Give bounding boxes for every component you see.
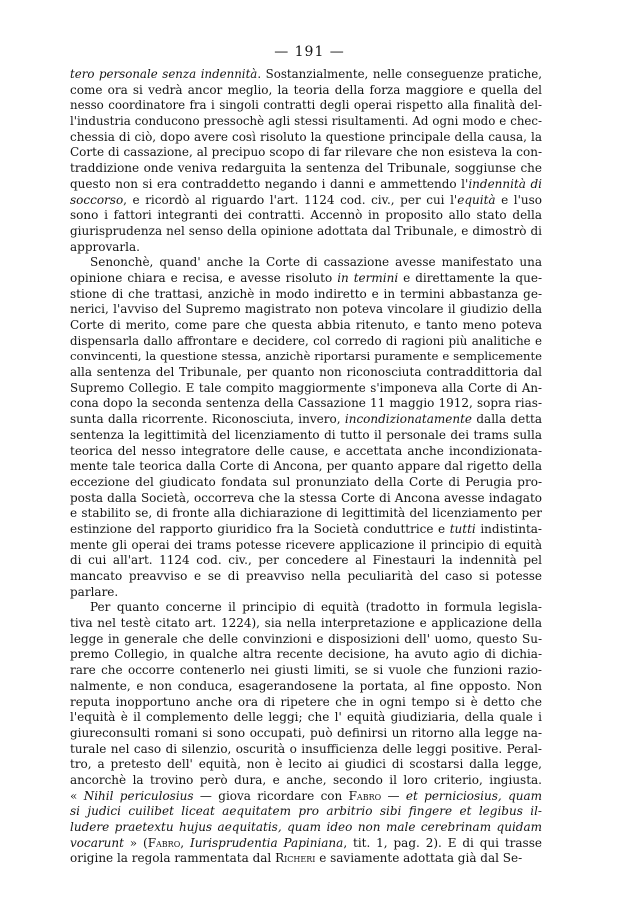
- italic-text: si judici cuilibet liceat aequitatem pro arbitrio sibi fingere et legibus il-: [70, 804, 542, 819]
- text-segment: nalmente, e non conduca, esagerandosene la portata, al fine opposto. Non: [70, 678, 542, 693]
- text-line: [70, 208, 542, 224]
- text-segment: e saviamente adottata già dal Se-: [315, 851, 523, 866]
- text-segment: estinzione del rapporto giuridico fra la Società conduttrice e: [70, 521, 450, 536]
- text-segment: nerici, l'avviso del Supremo magistrato non poteva vincolare il giudizio della: [70, 302, 542, 317]
- text-line: [70, 600, 542, 616]
- text-segment: sunta dalla ricorrente. Riconosciuta, invero,: [70, 412, 345, 427]
- italic-text: ludere praetextu hujus aequitatis, quam ideo non male cerebrinam quidam: [70, 820, 542, 834]
- text-line: [70, 67, 542, 83]
- text-line: [70, 506, 542, 522]
- text-segment: giurisprudenza nel senso della opinione adottata dal Tribunale, e dimostrò di: [70, 223, 542, 238]
- text-segment: . Sostanzialmente, nelle conseguenze pratiche,: [257, 67, 542, 81]
- text-line: [70, 742, 542, 758]
- text-segment: mente tale teorica dalla Corte di Ancona, per quanto appare dal rigetto della: [70, 459, 542, 474]
- text-line: [70, 365, 542, 381]
- text-segment: ancorchè la trovino però dura, e anche, secondo il loro criterio, ingiusta.: [70, 772, 542, 787]
- italic-text: tero personale senza indennità: [70, 67, 258, 81]
- text-line: [70, 475, 542, 491]
- italic-text: tutti: [449, 521, 476, 536]
- text-line: [70, 553, 542, 569]
- italic-text: vocarunt: [70, 835, 124, 850]
- text-segment: rare che occorre contenerlo nei giusti limiti, se si vuole che funzioni razio-: [70, 663, 542, 678]
- text-line: [70, 444, 542, 460]
- text-segment: chessia di ciò, dopo avere così risoluto la questione principale della causa, la: [70, 129, 542, 144]
- text-segment: » (: [123, 835, 148, 850]
- text-segment: reputa inopportuno anche ora di ripetere che in ogni tempo si è detto che: [70, 694, 542, 709]
- text-line: [70, 695, 542, 711]
- text-line: [70, 412, 542, 428]
- page-number: — 191 —: [274, 44, 345, 60]
- text-line: [70, 193, 542, 209]
- italic-text: indennità di: [468, 176, 542, 191]
- text-line: [70, 820, 542, 836]
- text-segment: Corte di merito, come pare che questa abbia ritenuto, e tanto meno poteva: [70, 318, 542, 332]
- text-line: [70, 647, 542, 663]
- italic-text: equità: [457, 192, 496, 207]
- text-line: [70, 522, 542, 538]
- text-segment: e direttamente la que-: [398, 270, 542, 285]
- text-line: [70, 851, 542, 867]
- text-segment: nesso coordinatore fra i singoli contratti degli operai rispetto alla finalità del-: [70, 98, 542, 113]
- text-line: [70, 114, 542, 130]
- text-segment: giureconsulti romani si sono occupati, può definirsi un ritorno alla legge na-: [70, 725, 542, 740]
- text-segment: legge in generale che delle convinzioni e disposizioni dell' uomo, questo Su-: [70, 631, 542, 646]
- text-line: [70, 318, 542, 334]
- text-segment: convincenti, la questione stessa, anzichè riportarsi puramente e semplicemente: [70, 349, 542, 364]
- text-segment: di cui all'art. 1124 cod. civ., per concedere al Finestauri la indennità pel: [70, 553, 542, 568]
- text-segment: e stabilito se, di fronte alla dichiarazione di legittimità del licenziamento per: [70, 506, 542, 521]
- italic-text: Nihil periculosius: [83, 788, 194, 803]
- italic-text: et perniciosius, quam: [405, 788, 543, 803]
- text-line: [70, 271, 542, 287]
- text-segment: Supremo Collegio. E tale compito maggiormente s'imponeva alla Corte di An-: [70, 380, 542, 395]
- italic-text: incondizionatamente: [344, 412, 473, 427]
- text-segment: , tit. 1, pag. 2). E di qui trasse: [343, 835, 542, 850]
- text-line: [70, 789, 542, 805]
- text-segment: premo Collegio, in qualche altra recente decisione, ha avuto agio di dichia-: [70, 647, 542, 662]
- text-line: [70, 428, 542, 444]
- text-segment: e l'uso: [495, 192, 542, 207]
- text-line: [70, 538, 542, 554]
- text-line: [70, 663, 542, 679]
- text-line: [70, 632, 542, 648]
- text-segment: — giova ricordare con: [193, 788, 349, 803]
- text-line: [70, 240, 542, 256]
- text-line: [70, 130, 542, 146]
- text-segment: «: [70, 788, 84, 803]
- text-segment: Senonchè, quand' anche la Corte di cassazione avesse manifestato una: [90, 255, 542, 270]
- text-line: [70, 459, 542, 475]
- text-line: [70, 804, 542, 820]
- text-line: [70, 349, 542, 365]
- text-segment: ,: [180, 835, 190, 850]
- text-segment: dispensarla dallo affrontare e decidere, col corredo di ragioni più analitiche e: [70, 333, 542, 348]
- text-line: [70, 145, 542, 161]
- text-line: [70, 491, 542, 507]
- text-segment: Per quanto concerne il principio di equità (tradotto in formula legisla-: [90, 600, 542, 615]
- text-line: [70, 773, 542, 789]
- text-line: [70, 83, 542, 99]
- text-line: [70, 726, 542, 742]
- text-line: [70, 381, 542, 397]
- small-caps-name: Fabro: [147, 835, 181, 850]
- text-segment: turale nel caso di silenzio, oscurità o insufficienza delle leggi positive. Peral-: [70, 741, 542, 756]
- text-segment: origine la regola rammentata dal: [70, 851, 276, 866]
- text-segment: cona dopo la seconda sentenza della Cassazione 11 maggio 1912, sopra rias-: [70, 396, 542, 411]
- text-line: [70, 287, 542, 303]
- text-segment: parlare.: [70, 584, 119, 599]
- italic-text: in termini: [337, 270, 399, 285]
- text-line: [70, 710, 542, 726]
- text-segment: sentenza la legittimità del licenziamento di tutto il personale dei trams sulla: [70, 427, 542, 442]
- text-segment: indistinta-: [475, 521, 542, 536]
- text-line: [70, 616, 542, 632]
- text-segment: come ora si vedrà ancor meglio, la teoria della forza maggiore e quella del: [70, 82, 542, 97]
- italic-text: Iurisprudentia Papiniana: [189, 835, 344, 850]
- text-segment: tro, a pretesto dell' equità, non è lecito ai giudici di scostarsi dalla legge,: [70, 757, 542, 772]
- body-text: [70, 67, 542, 867]
- text-segment: tiva nel testè citato art. 1224), sia nella interpretazione e applicazione della: [70, 616, 542, 631]
- text-segment: alla sentenza del Tribunale, per quanto non riconosciuta contraddittoria dal: [70, 365, 542, 380]
- text-segment: sono i fattori integranti dei contratti. Accennò in proposito allo stato della: [70, 208, 542, 223]
- text-line: [70, 585, 542, 601]
- text-segment: —: [381, 788, 406, 803]
- text-line: [70, 396, 542, 412]
- text-line: [70, 224, 542, 240]
- small-caps-name: Richeri: [275, 851, 316, 866]
- text-segment: posta dalla Società, occorreva che la stessa Corte di Ancona avesse indagato: [70, 490, 542, 505]
- text-line: [70, 569, 542, 585]
- text-segment: approvarla.: [70, 239, 140, 254]
- text-segment: , e ricordò al riguardo l'art. 1124 cod. civ., per cui l': [123, 192, 458, 207]
- text-segment: eccezione del giudicato fondata sul pronunziato della Corte di Perugia pro-: [70, 474, 542, 489]
- text-segment: teorica del nesso integratore delle cause, e accettata anche incondizionata-: [70, 443, 542, 458]
- text-segment: stione di che trattasi, anzichè in modo indiretto e in termini abbastanza ge-: [70, 286, 542, 301]
- small-caps-name: Fabro: [348, 788, 382, 803]
- text-segment: questo non si era contraddetto negando i danni e ammettendo l': [70, 176, 469, 191]
- text-segment: traddizione onde veniva redarguita la sentenza del Tribunale, soggiunse che: [70, 161, 542, 176]
- text-line: [70, 177, 542, 193]
- text-segment: opinione chiara e recisa, e avesse risoluto: [70, 270, 338, 285]
- text-segment: mancato preavviso e se di preavviso nella peculiarità del caso si potesse: [70, 569, 542, 583]
- text-line: [70, 757, 542, 773]
- text-line: [70, 334, 542, 350]
- text-segment: mente gli operai dei trams potesse ricevere applicazione il principio di equità: [70, 537, 542, 552]
- text-line: [70, 255, 542, 271]
- text-segment: Corte di cassazione, al precipuo scopo di far rilevare che non esisteva la con-: [70, 145, 542, 160]
- text-line: [70, 679, 542, 695]
- text-segment: l'equità è il complemento delle leggi; che l' equità giudiziaria, della quale i: [70, 710, 542, 725]
- text-line: [70, 161, 542, 177]
- text-segment: l'industria conducono pressochè agli stessi risultamenti. Ad ogni modo e chec-: [70, 114, 542, 129]
- italic-text: soccorso: [70, 192, 124, 207]
- text-segment: dalla detta: [472, 412, 542, 427]
- text-line: [70, 836, 542, 852]
- text-line: [70, 98, 542, 114]
- text-line: [70, 302, 542, 318]
